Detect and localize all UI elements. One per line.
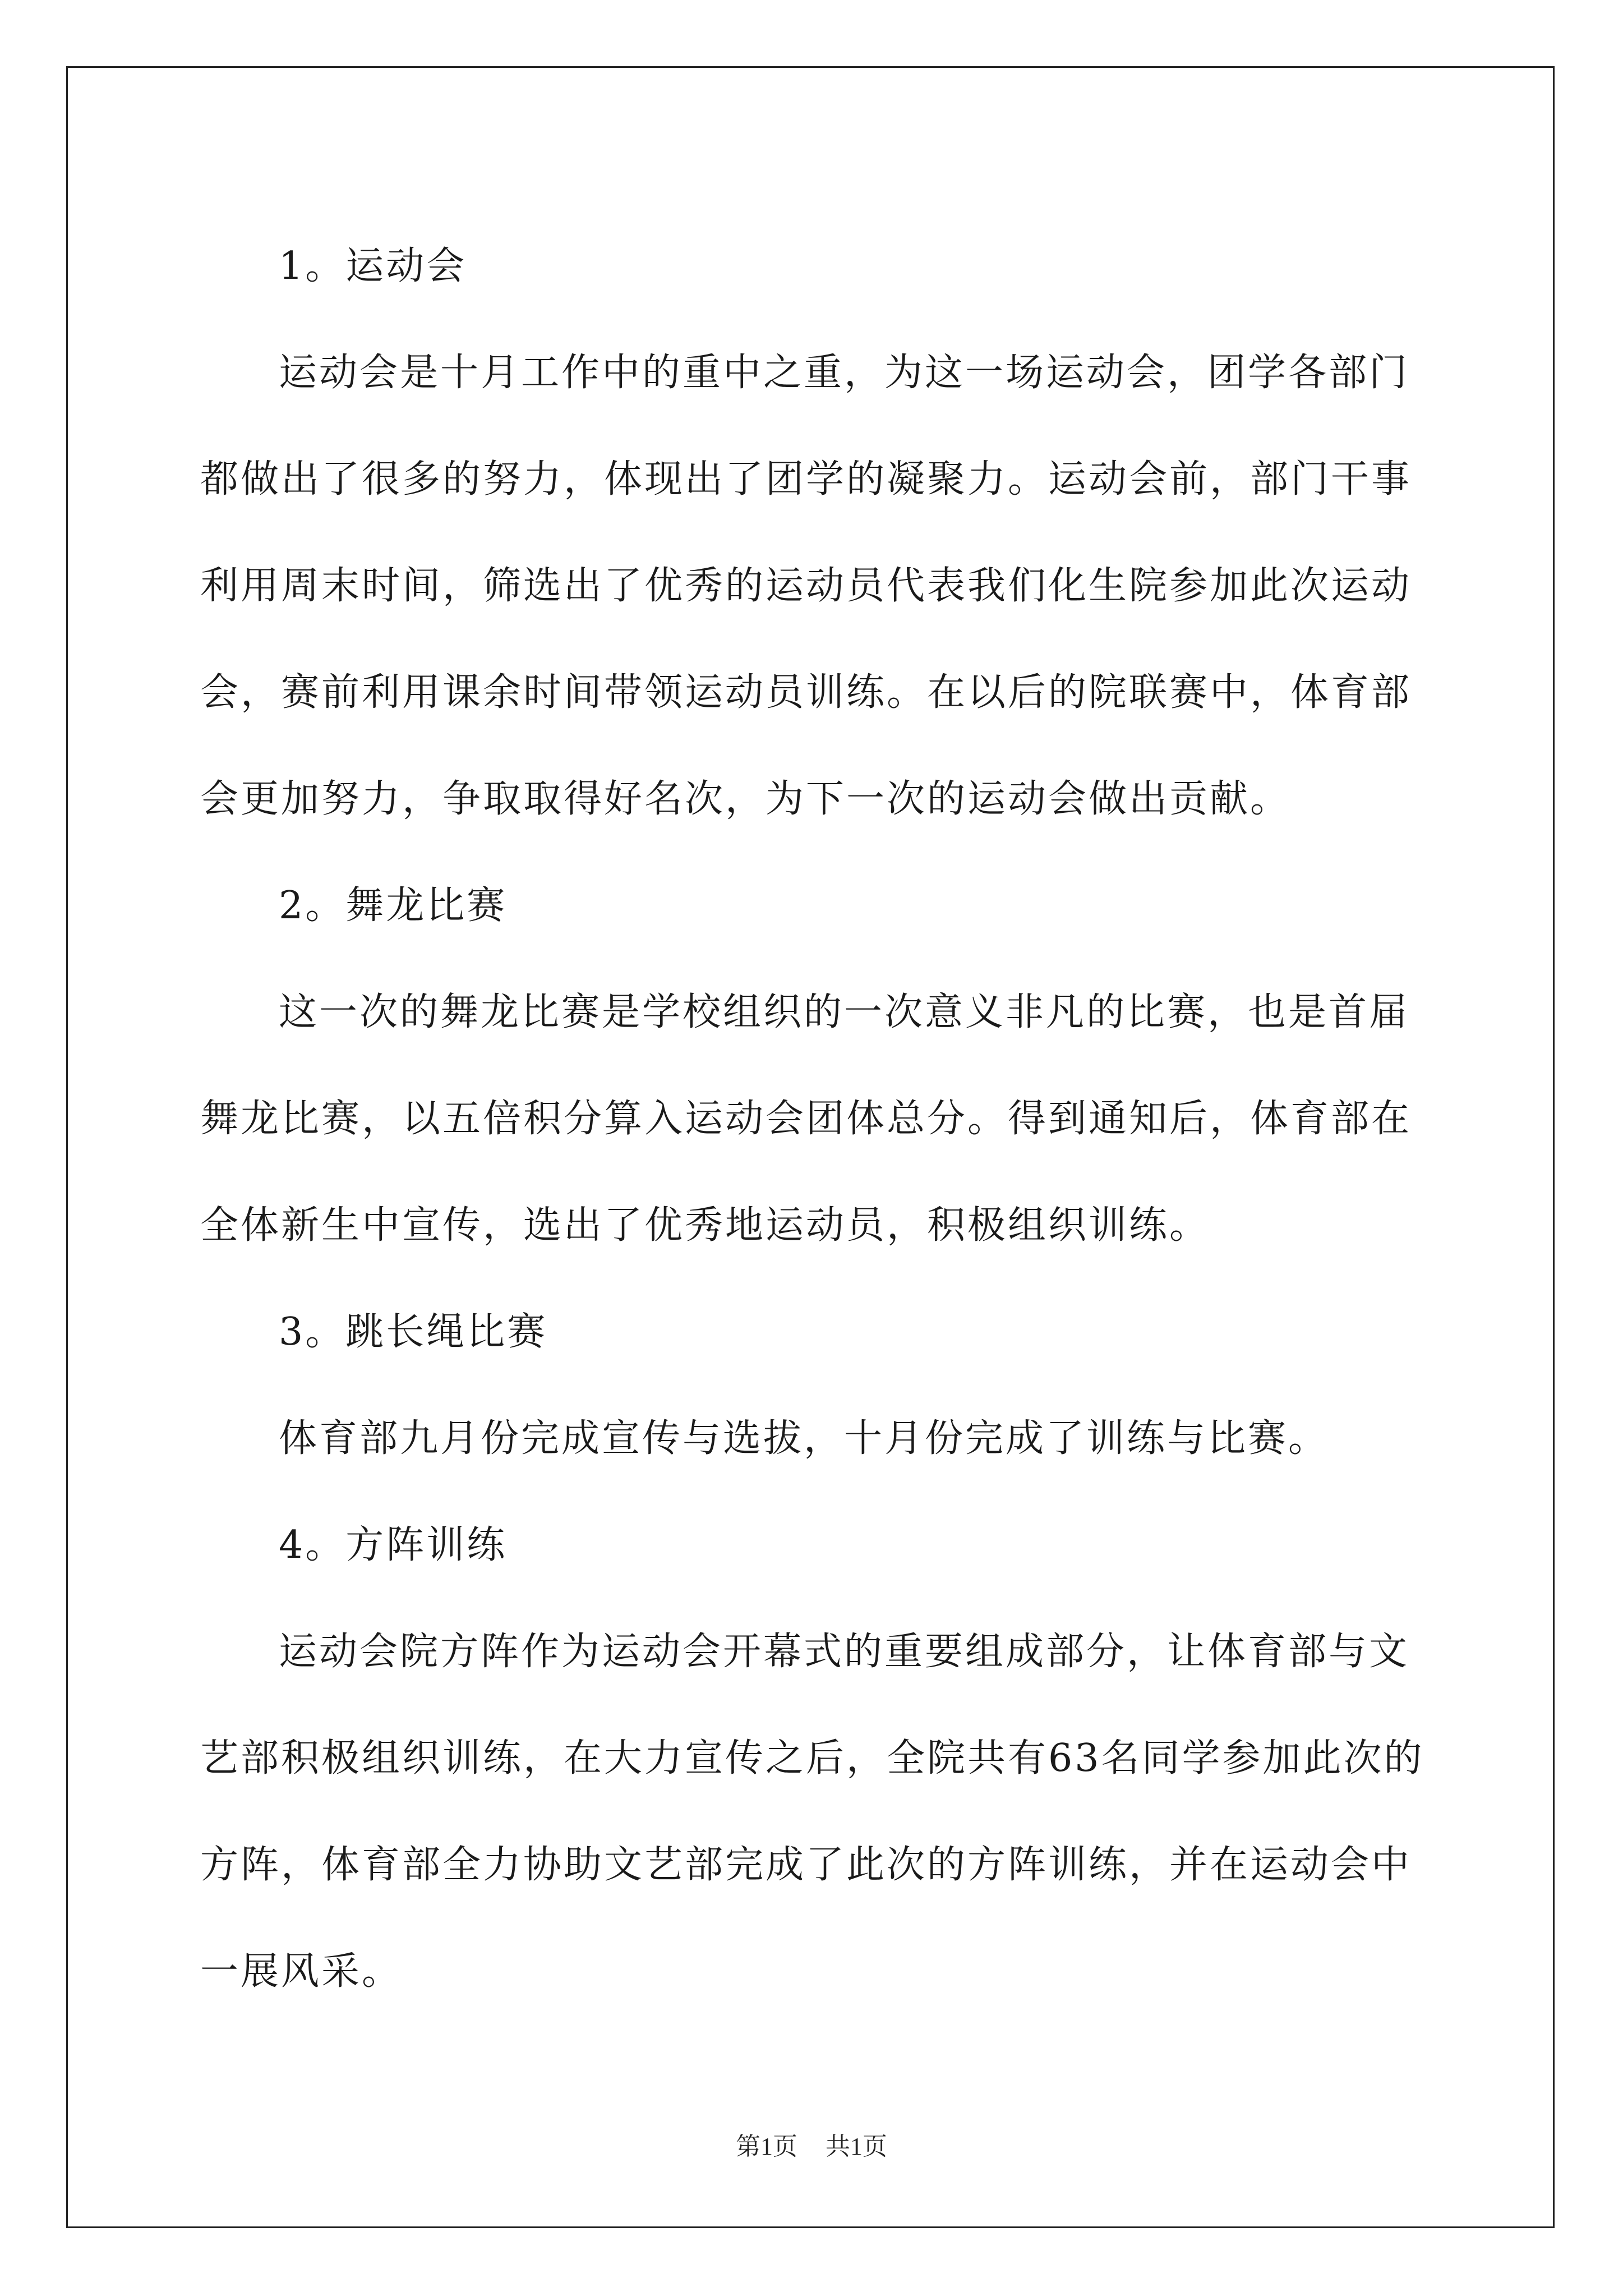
paragraph-line: 利用周末时间，筛选出了优秀的运动员代表我们化生院参加此次运动	[200, 564, 1412, 608]
paragraph-line: 体育部九月份完成宣传与选拔，十月份完成了训练与比赛。	[279, 1416, 1329, 1461]
document-body	[200, 213, 1434, 2025]
paragraph-line: 运动会院方阵作为运动会开幕式的重要组成部分，让体育部与文	[279, 1630, 1410, 1674]
page-total: 共1页	[826, 2133, 887, 2160]
paragraph-line: 会，赛前利用课余时间带领运动员训练。在以后的院联赛中，体育部	[200, 670, 1412, 715]
section-heading-dragon-dance: 2。舞龙比赛	[279, 884, 508, 928]
page-footer	[0, 2126, 1623, 2162]
paragraph-line: 一展风采。	[200, 1949, 403, 1994]
paragraph-line: 舞龙比赛，以五倍积分算入运动会团体总分。得到通知后，体育部在	[200, 1097, 1412, 1141]
paragraph-line: 方阵，体育部全力协助文艺部完成了此次的方阵训练，并在运动会中	[200, 1843, 1412, 1887]
paragraph-line: 全体新生中宣传，选出了优秀地运动员，积极组织训练。	[200, 1203, 1210, 1248]
section-heading-formation-training: 4。方阵训练	[279, 1523, 508, 1567]
section-heading-sports-meet: 1。运动会	[279, 244, 467, 288]
paragraph-line: 这一次的舞龙比赛是学校组织的一次意义非凡的比赛，也是首届	[279, 990, 1410, 1034]
paragraph-line: 都做出了很多的努力，体现出了团学的凝聚力。运动会前，部门干事	[200, 457, 1412, 501]
section-heading-long-rope: 3。跳长绳比赛	[279, 1310, 548, 1354]
paragraph-line: 会更加努力，争取取得好名次，为下一次的运动会做出贡献。	[200, 777, 1291, 821]
page-number: 第1页	[736, 2133, 797, 2160]
paragraph-line: 运动会是十月工作中的重中之重，为这一场运动会，团学各部门	[279, 351, 1410, 395]
paragraph-line: 艺部积极组织训练，在大力宣传之后，全院共有63名同学参加此次的	[200, 1736, 1424, 1780]
